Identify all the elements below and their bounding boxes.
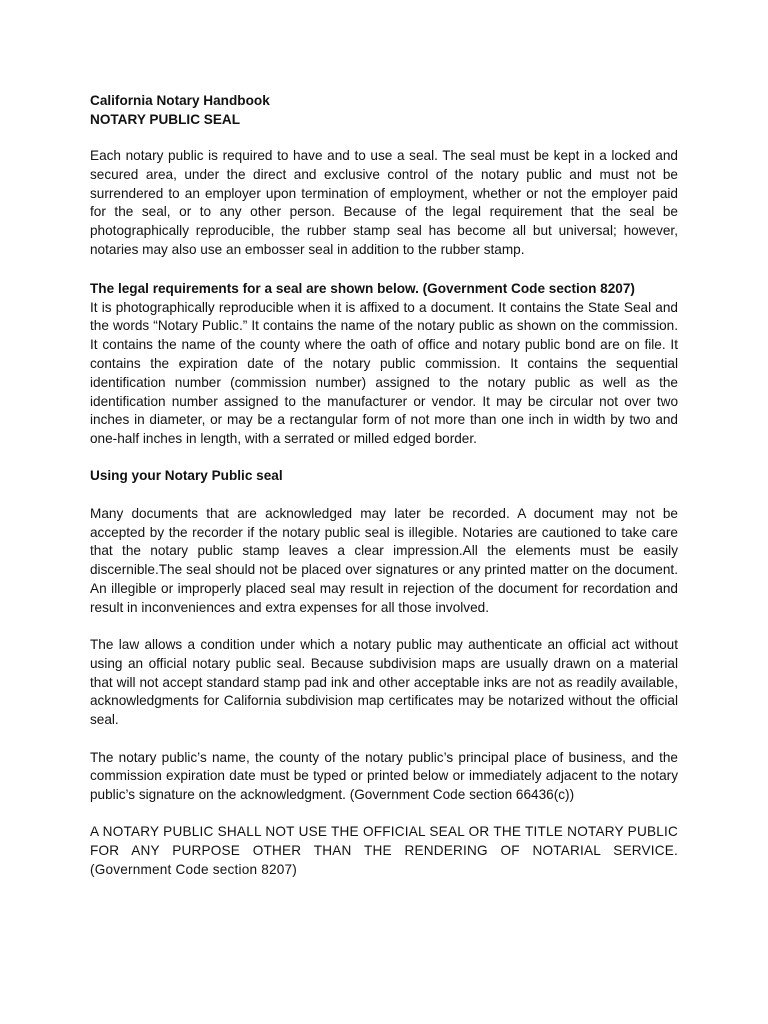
requirements-paragraph: It is photographically reproducible when it is affixed to a document. It contains the State Seal and the words “Notary Public.” It contains the name of the notary public as shown on the commission. It contains the name of the county where the oath of office and notary public bond are on file. It contains the expiration date of the notary public commission. It contains the sequential identification number (commission number) assigned to the notary public as well as the identification number assigned to the manufacturer or vendor. It may be circular not over two inches in diameter, or may be a rectangular form of not more than one inch in width by two and one-half inches in length, with a serrated or milled edged border.: [90, 299, 678, 447]
closing-paragraph: A NOTARY PUBLIC SHALL NOT USE THE OFFICIAL SEAL OR THE TITLE NOTARY PUBLIC FOR ANY PURPOSE OTHER THAN THE RENDERING OF NOTARIAL SERVICE. (Government Code section 8207): [90, 824, 678, 877]
using-seal-paragraph-3: The notary public’s name, the county of the notary public’s principal place of business, and the commission expiration date must be typed or printed below or immediately adjacent to the notary public’s signature on the acknowledgment. (Government Code section 66436(c)): [90, 749, 678, 803]
requirements-heading: The legal requirements for a seal are shown below. (Government Code section 8207): [90, 280, 635, 296]
using-seal-heading: Using your Notary Public seal: [90, 468, 283, 484]
document-subtitle: NOTARY PUBLIC SEAL: [90, 112, 241, 127]
using-seal-paragraph-1: Many documents that are acknowledged may later be recorded. A document may not be accepted by the recorder if the notary public seal is illegible. Notaries are cautioned to take care that the notary public stamp leaves a clear impression.All the elements must be easily discernible.The seal should not be placed over signatures or any printed matter on the document. An illegible or improperly placed seal may result in rejection of the document for recordation and result in inconveniences and extra expenses for all those involved.: [90, 505, 678, 615]
document-title: California Notary Handbook: [90, 93, 270, 108]
using-seal-paragraph-2: The law allows a condition under which a notary public may authenticate an official act without using an official notary public seal. Because subdivision maps are usually drawn on a material that will not accept standard stamp pad ink and other acceptable inks are not as readily available, acknowledgments for California subdivision map certificates may be notarized without the official seal.: [90, 637, 678, 728]
intro-paragraph: Each notary public is required to have and to use a seal. The seal must be kept in a locked and secured area, under the direct and exclusive control of the notary public and must not be surrendered to an employer upon termination of employment, whether or not the employer paid for the seal, or to any other person. Because of the legal requirement that the seal be photographically reproducible, the rubber stamp seal has become all but universal; however, notaries may also use an embosser seal in addition to the rubber stamp.: [90, 148, 678, 257]
